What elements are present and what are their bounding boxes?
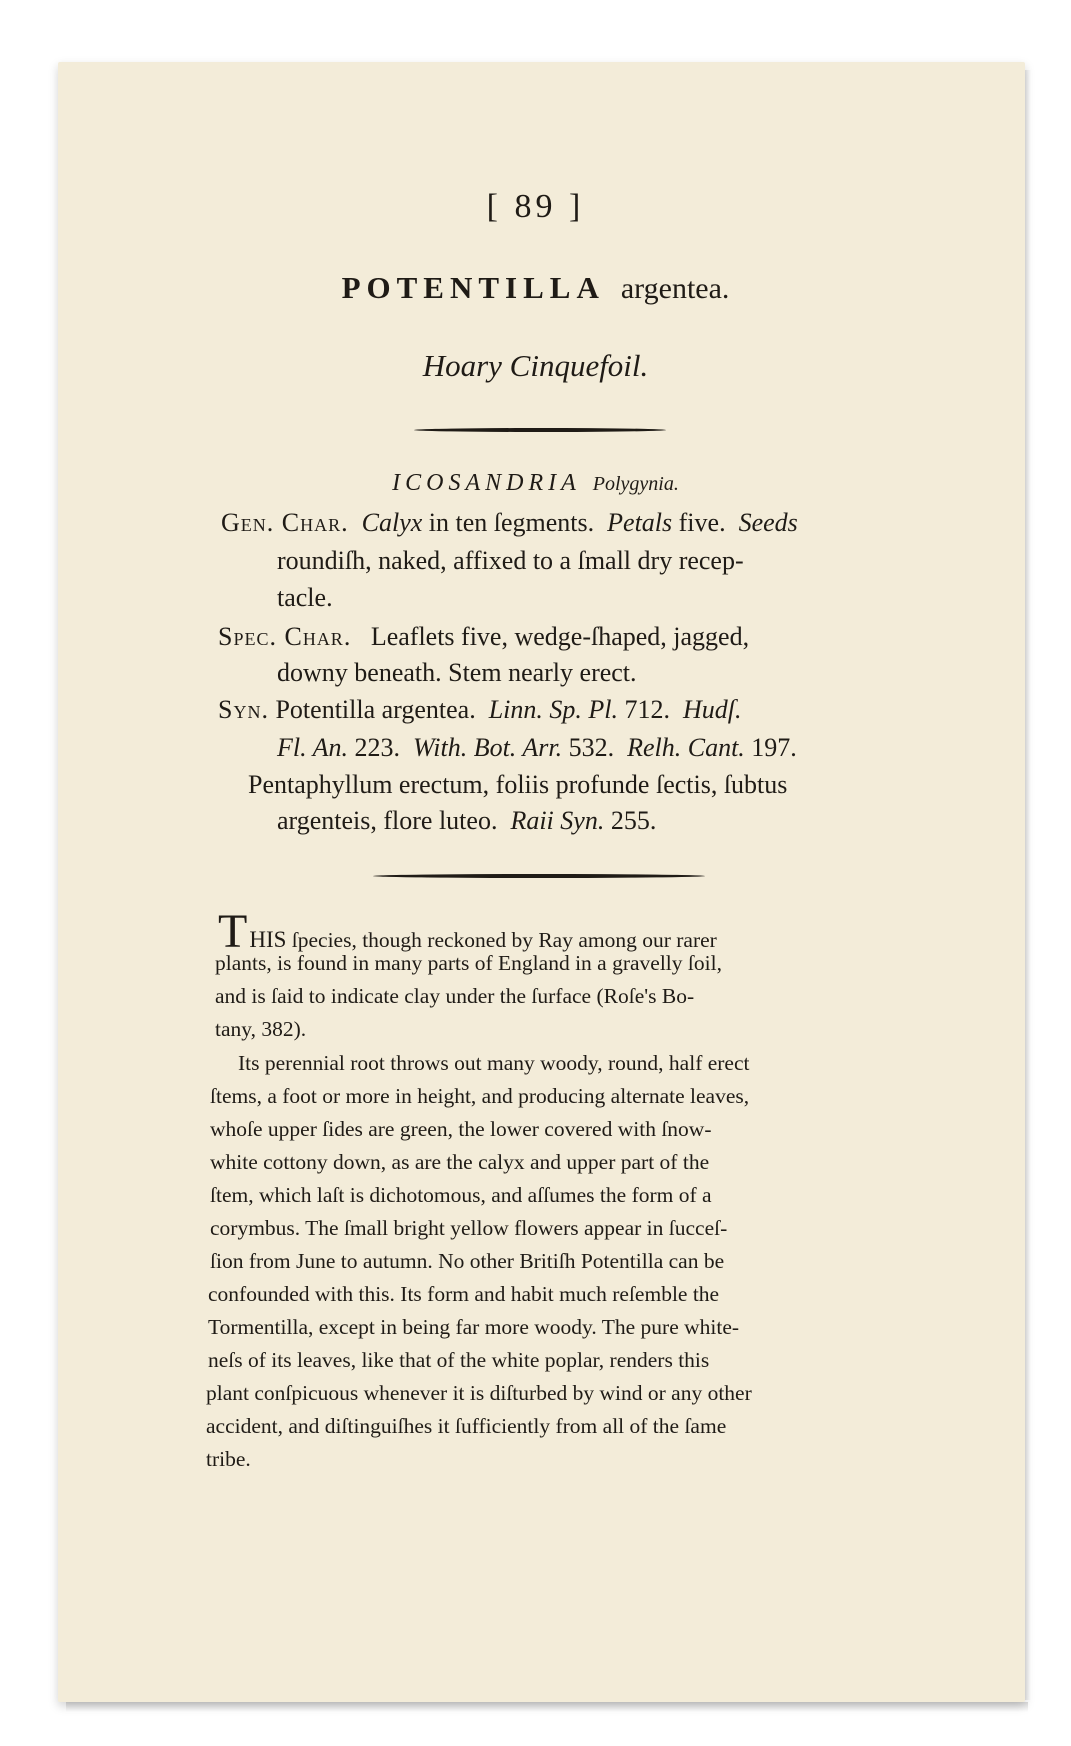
gen-char-line1: Gen. Char. Calyx in ten ſegments. Petals five. Seeds	[221, 508, 798, 537]
body-p1-line4: tany, 382).	[215, 1017, 307, 1041]
gen-char-line3: tacle.	[277, 583, 333, 612]
body-p2-line: Its perennial root throws out many woody, round, half erect	[238, 1051, 750, 1075]
syn-label: Syn.	[218, 695, 269, 724]
gen-char-label: Gen. Char.	[221, 508, 349, 537]
body-p2-line: whoſe upper ſides are green, the lower covered with ſnow-	[210, 1117, 712, 1141]
body-p2-line: Tormentilla, except in being far more woody. The pure white-	[208, 1315, 740, 1339]
order-name: Polygynia.	[592, 473, 679, 495]
syn-line1: Syn. Potentilla argentea. Linn. Sp. Pl. 712. Hudſ.	[218, 695, 742, 724]
spec-char-line1: Spec. Char. Leaflets five, wedge-ſhaped, jagged,	[218, 622, 750, 651]
page-title	[0, 270, 1071, 306]
body-p2-line: plant conſpicuous whenever it is diſturbed by wind or any other	[206, 1381, 752, 1405]
body-p2-line: corymbus. The ſmall bright yellow flowers appear in ſucceſ-	[210, 1216, 728, 1240]
page-shadow-bottom	[66, 1702, 1028, 1712]
paper-page	[58, 62, 1025, 1702]
body-p1-line3: and is ſaid to indicate clay under the ſurface (Roſe's Bo-	[215, 984, 695, 1008]
page-number: [ 89 ]	[486, 188, 585, 225]
classification	[0, 470, 1071, 497]
common-name: Hoary Cinquefoil.	[422, 348, 649, 383]
body-p2-line: ſtem, which laſt is dichotomous, and aſſumes the form of a	[210, 1183, 712, 1207]
title-genus: POTENTILLA	[341, 270, 605, 305]
body-p2-line: tribe.	[206, 1447, 251, 1471]
body-p2-line: white cottony down, as are the calyx and upper part of the	[210, 1150, 710, 1174]
class-name: ICOSANDRIA	[392, 470, 581, 496]
body-p2-line: neſs of its leaves, like that of the white poplar, renders this	[208, 1348, 710, 1372]
body-p2-line: confounded with this. Its form and habit much reſemble the	[208, 1282, 720, 1306]
syn-line3: Pentaphyllum erectum, foliis profunde ſectis, ſubtus	[248, 770, 788, 799]
ornamental-rule	[414, 428, 666, 432]
spec-char-label: Spec. Char.	[218, 622, 352, 651]
body-p2-line: ſion from June to autumn. No other Britiſh Potentilla can be	[210, 1249, 725, 1273]
body-p2-line: accident, and diſtinguiſhes it ſufficiently from all of the ſame	[206, 1414, 727, 1438]
gen-char-line2: roundiſh, naked, affixed to a ſmall dry recep-	[277, 546, 744, 575]
body-p2-line: ſtems, a foot or more in height, and producing alternate leaves,	[210, 1084, 750, 1108]
drop-cap: T	[218, 905, 248, 958]
body-p1-line2: plants, is found in many parts of England in a gravelly ſoil,	[215, 951, 722, 975]
ornamental-rule	[373, 874, 705, 878]
spec-char-line2: downy beneath. Stem nearly erect.	[277, 658, 637, 687]
syn-line2: Fl. An. 223. With. Bot. Arr. 532. Relh. Cant. 197.	[277, 733, 797, 762]
body-p1-line1: THIS ſpecies, though reckoned by Ray among our rarer	[218, 905, 717, 958]
syn-line4: argenteis, flore luteo. Raii Syn. 255.	[277, 806, 657, 835]
title-species: argentea.	[620, 272, 730, 305]
page-shadow	[1025, 70, 1031, 1700]
